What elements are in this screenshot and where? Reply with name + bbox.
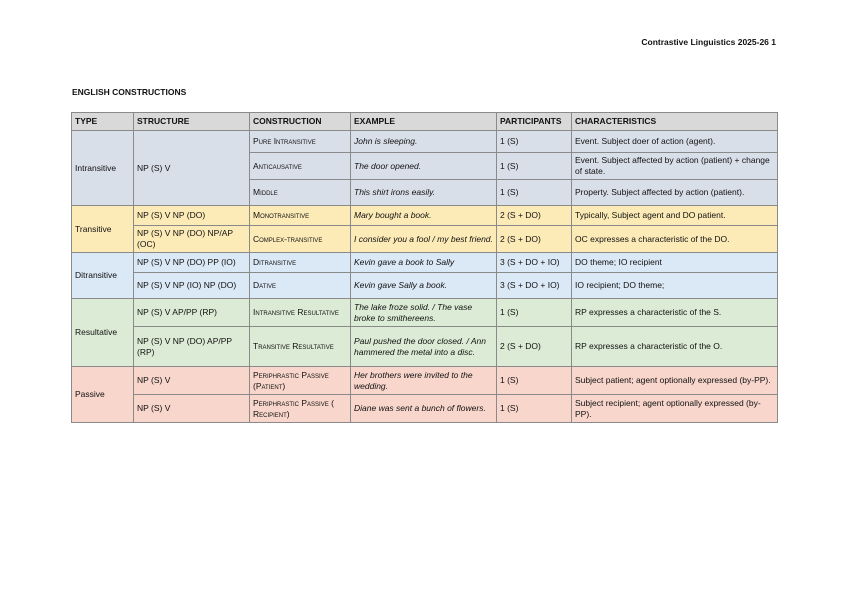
participants-cell: 3 (S + DO + IO) [497,273,572,299]
column-header: CONSTRUCTION [250,113,351,131]
column-header: TYPE [72,113,134,131]
characteristics-cell: Event. Subject doer of action (agent). [572,131,778,153]
characteristics-cell: Subject recipient; agent optionally expressed (by-PP). [572,395,778,423]
participants-cell: 1 (S) [497,395,572,423]
table-row [72,367,778,395]
construction-cell: Anticausative [250,153,351,180]
construction-cell: Ditransitive [250,253,351,273]
construction-cell: Intransitive Resultative [250,299,351,327]
construction-cell: Middle [250,180,351,206]
section-title: ENGLISH CONSTRUCTIONS [72,87,187,97]
participants-cell: 2 (S + DO) [497,327,572,367]
column-header: PARTICIPANTS [497,113,572,131]
structure-cell: NP (S) V NP (DO) [134,206,250,226]
characteristics-cell: Event. Subject affected by action (patient) + change of state. [572,153,778,180]
characteristics-cell: DO theme; IO recipient [572,253,778,273]
table-row [72,206,778,226]
characteristics-cell: Subject patient; agent optionally expressed (by-PP). [572,367,778,395]
construction-cell: Complex-transitive [250,226,351,253]
characteristics-cell: RP expresses a characteristic of the O. [572,327,778,367]
table-row [72,327,778,367]
table-header-row [72,113,778,131]
construction-cell: Dative [250,273,351,299]
example-cell: Kevin gave Sally a book. [351,273,497,299]
participants-cell: 1 (S) [497,131,572,153]
table-row [72,395,778,423]
participants-cell: 2 (S + DO) [497,206,572,226]
type-cell: Resultative [72,299,134,367]
participants-cell: 3 (S + DO + IO) [497,253,572,273]
characteristics-cell: IO recipient; DO theme; [572,273,778,299]
characteristics-cell: Property. Subject affected by action (patient). [572,180,778,206]
participants-cell: 1 (S) [497,180,572,206]
example-cell: The door opened. [351,153,497,180]
structure-cell: NP (S) V AP/PP (RP) [134,299,250,327]
table-row [72,226,778,253]
type-cell: Intransitive [72,131,134,206]
characteristics-cell: Typically, Subject agent and DO patient. [572,206,778,226]
table-row [72,299,778,327]
construction-cell: Transitive Resultative [250,327,351,367]
structure-cell: NP (S) V NP (DO) AP/PP (RP) [134,327,250,367]
structure-cell: NP (S) V [134,367,250,395]
construction-cell: Periphrastic Passive (Patient) [250,367,351,395]
participants-cell: 1 (S) [497,153,572,180]
construction-cell: Monotransitive [250,206,351,226]
participants-cell: 2 (S + DO) [497,226,572,253]
example-cell: John is sleeping. [351,131,497,153]
example-cell: Mary bought a book. [351,206,497,226]
example-cell: This shirt irons easily. [351,180,497,206]
example-cell: Her brothers were invited to the wedding. [351,367,497,395]
type-cell: Passive [72,367,134,423]
example-cell: The lake froze solid. / The vase broke to smithereens. [351,299,497,327]
participants-cell: 1 (S) [497,367,572,395]
type-cell: Ditransitive [72,253,134,299]
construction-cell: Periphrastic Passive ( Recipient) [250,395,351,423]
type-cell: Transitive [72,206,134,253]
construction-cell: Pure Intransitive [250,131,351,153]
constructions-table [71,112,778,423]
structure-cell: NP (S) V NP (IO) NP (DO) [134,273,250,299]
example-cell: Kevin gave a book to Sally [351,253,497,273]
example-cell: Diane was sent a bunch of flowers. [351,395,497,423]
table-row [72,131,778,153]
example-cell: Paul pushed the door closed. / Ann hammered the metal into a disc. [351,327,497,367]
column-header: EXAMPLE [351,113,497,131]
table-row [72,253,778,273]
column-header: CHARACTERISTICS [572,113,778,131]
characteristics-cell: OC expresses a characteristic of the DO. [572,226,778,253]
characteristics-cell: RP expresses a characteristic of the S. [572,299,778,327]
column-header: STRUCTURE [134,113,250,131]
page-header: Contrastive Linguistics 2025-26 1 [641,37,776,47]
structure-cell: NP (S) V NP (DO) PP (IO) [134,253,250,273]
structure-cell: NP (S) V NP (DO) NP/AP (OC) [134,226,250,253]
table-row [72,273,778,299]
participants-cell: 1 (S) [497,299,572,327]
example-cell: I consider you a fool / my best friend. [351,226,497,253]
structure-cell: NP (S) V [134,131,250,206]
structure-cell: NP (S) V [134,395,250,423]
